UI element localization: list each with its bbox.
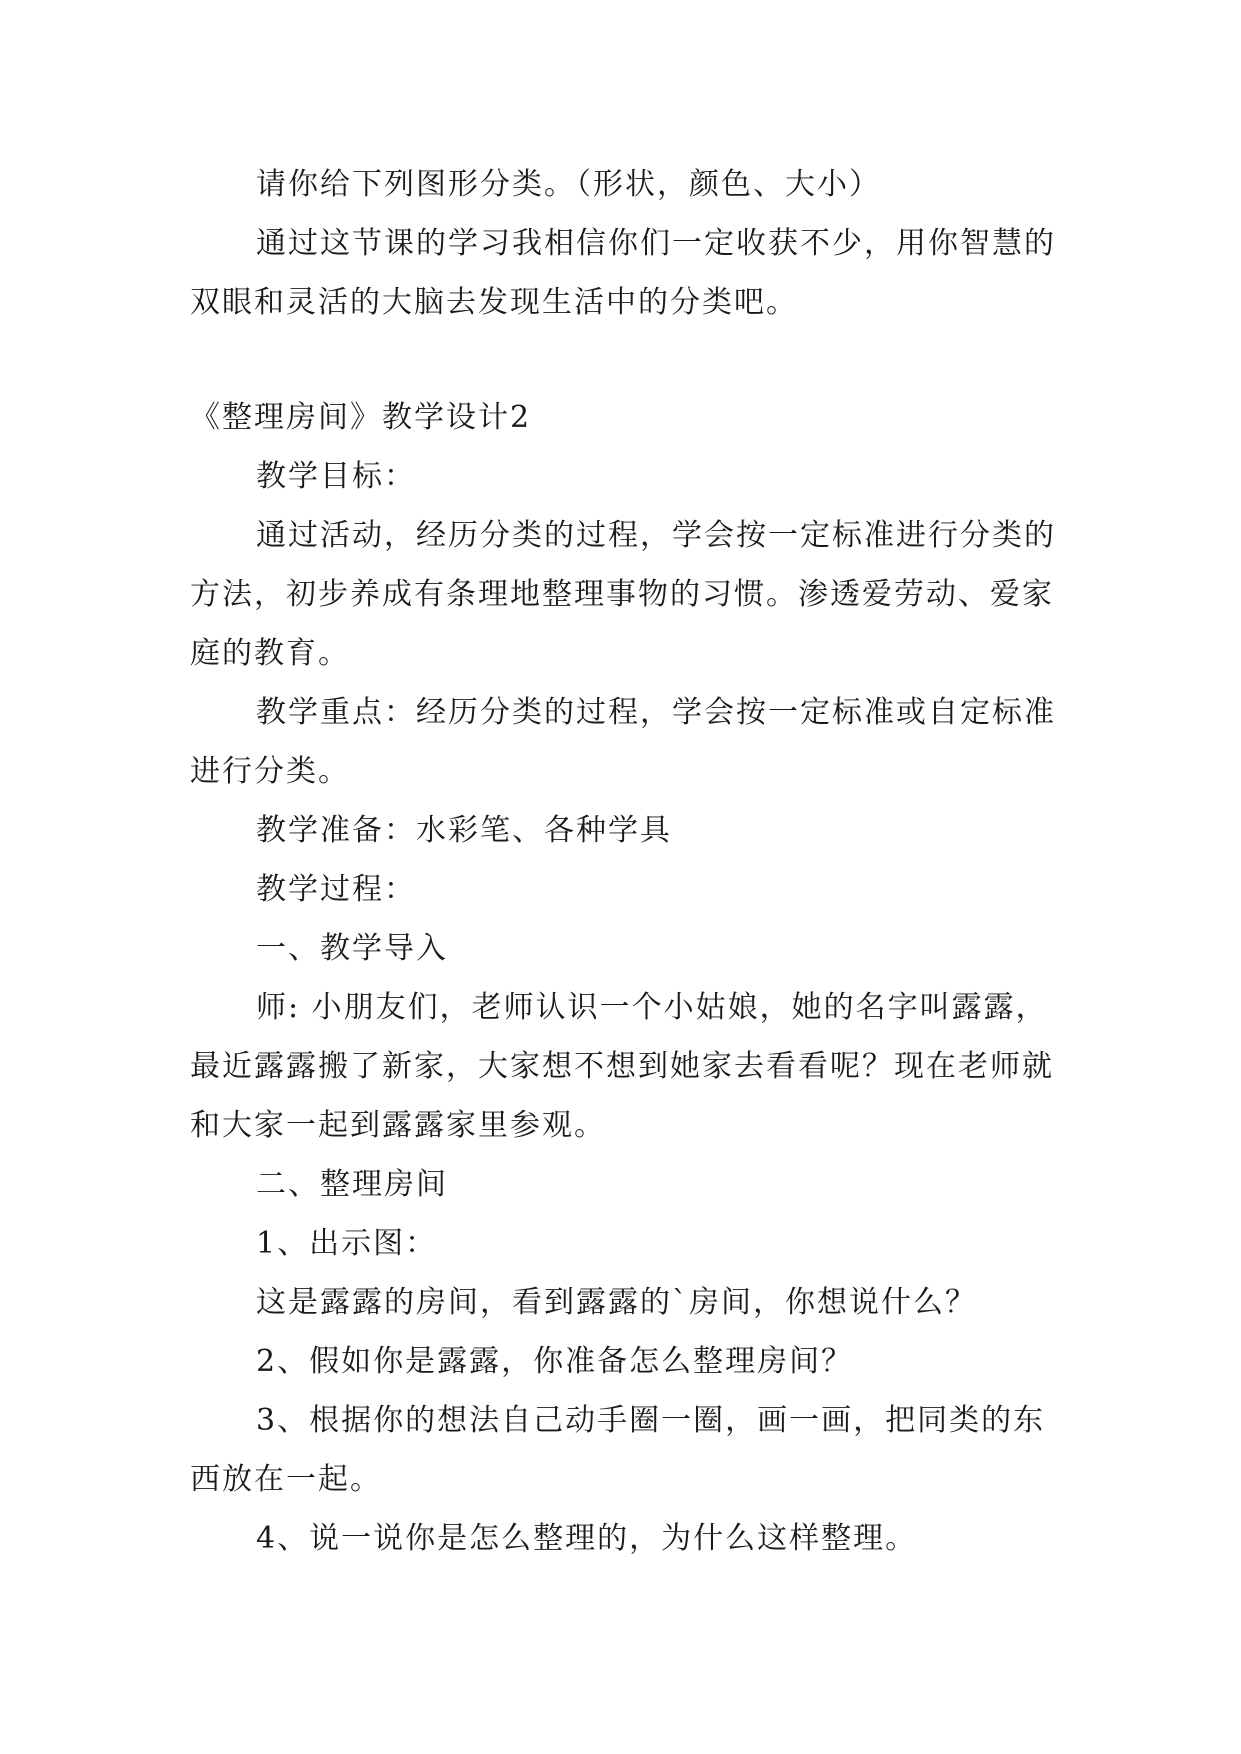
paragraph-goals: 通过活动，经历分类的过程，学会按一定标准进行分类的方法，初步养成有条理地整理事物的习惯。渗透爱劳动、爱家庭的教育。 (190, 518, 1056, 671)
paragraph-classify-shapes: 请你给下列图形分类。（形状，颜色、大小） (256, 167, 881, 202)
document-body (190, 155, 1070, 1568)
paragraph-goals-heading: 教学目标： (256, 459, 416, 494)
paragraph-step-one-heading: 一、教学导入 (256, 931, 448, 966)
paragraph-item-1: 1、出示图： (256, 1226, 438, 1261)
section-title: 《整理房间》教学设计2 (190, 400, 532, 435)
paragraph-item-2: 2、假如你是露露，你准备怎么整理房间？ (256, 1344, 854, 1379)
paragraph-room-question: 这是露露的房间，看到露露的`房间，你想说什么？ (256, 1285, 977, 1320)
paragraph-item-4: 4、说一说你是怎么整理的，为什么这样整理。 (256, 1521, 918, 1556)
paragraph-step-two-heading: 二、整理房间 (256, 1167, 448, 1202)
paragraph-preparation: 教学准备：水彩笔、各种学具 (256, 813, 672, 848)
paragraph-teacher-intro: 师: 小朋友们，老师认识一个小姑娘，她的名字叫露露，最近露露搬了新家，大家想不想到她家去看看呢？现在老师就和大家一起到露露家里参观。 (190, 990, 1054, 1143)
paragraph-key-points: 教学重点：经历分类的过程，学会按一定标准或自定标准进行分类。 (190, 695, 1056, 789)
paragraph-lesson-summary: 通过这节课的学习我相信你们一定收获不少，用你智慧的双眼和灵活的大脑去发现生活中的分类吧。 (190, 226, 1056, 320)
paragraph-process-heading: 教学过程： (256, 872, 416, 907)
paragraph-item-3: 3、根据你的想法自己动手圈一圈，画一画，把同类的东西放在一起。 (190, 1403, 1046, 1497)
